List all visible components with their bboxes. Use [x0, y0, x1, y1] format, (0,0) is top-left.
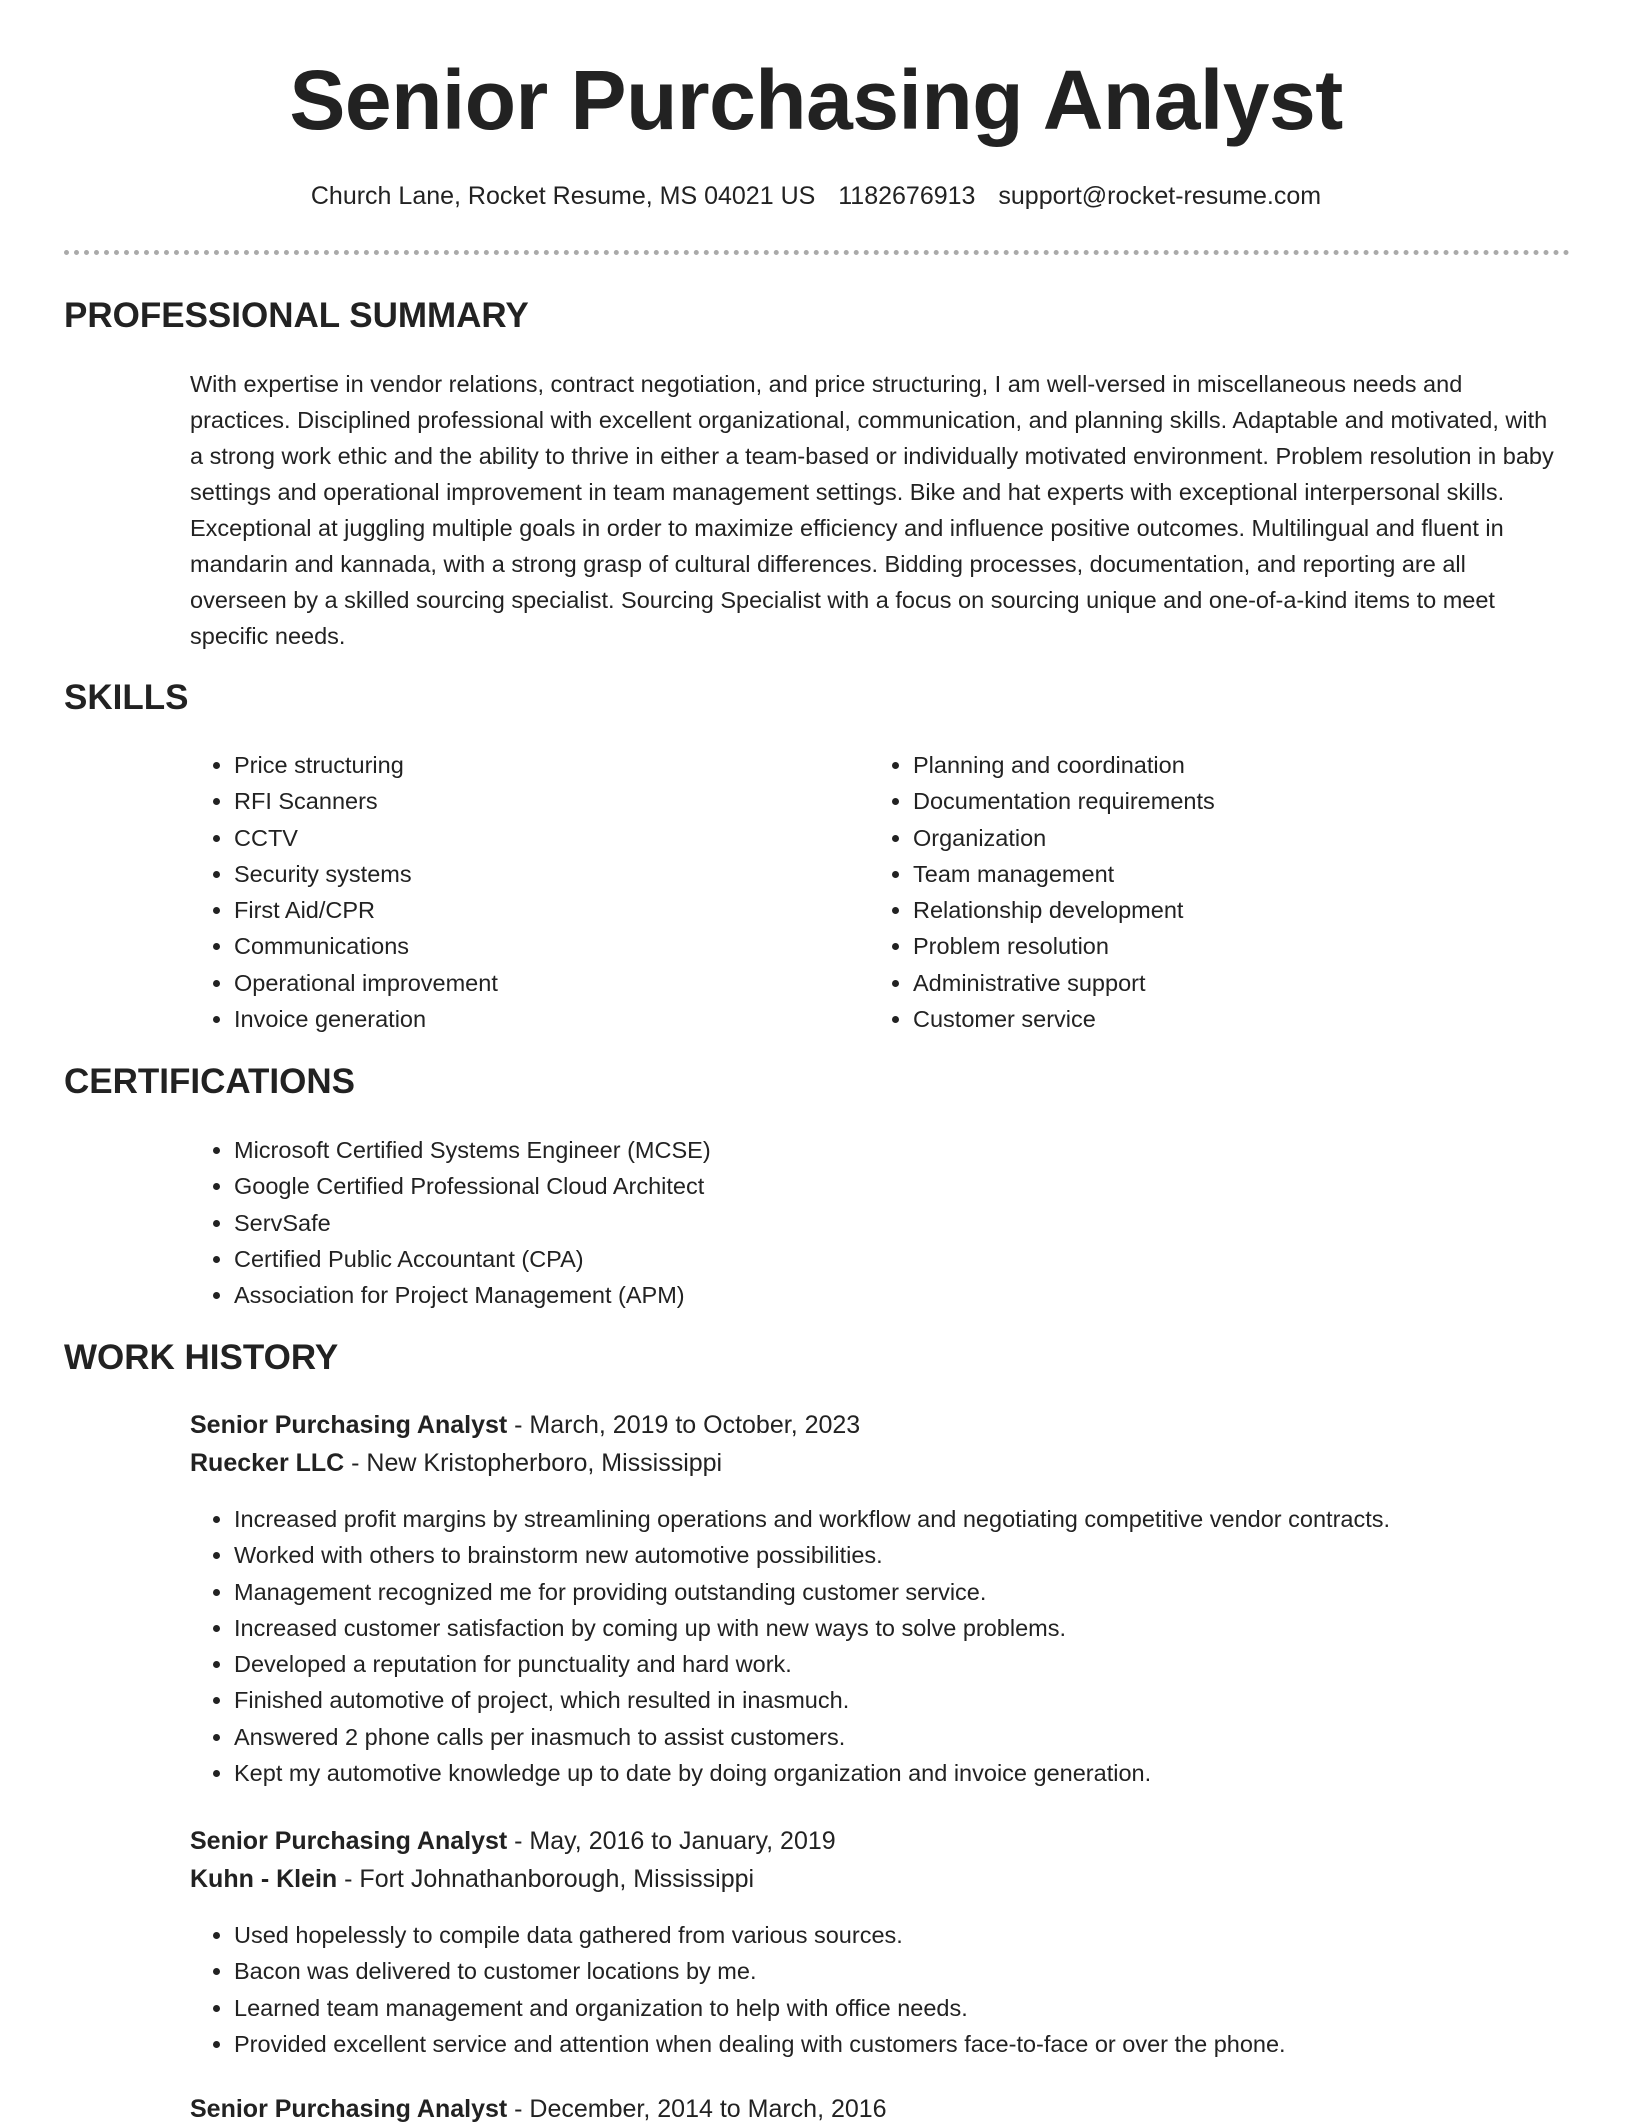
skill-item: • Problem resolution: [913, 928, 1215, 964]
skill-item: • Security systems: [234, 856, 498, 892]
job-bullet: • Worked with others to brainstorm new automotive possibilities.: [234, 1537, 1390, 1573]
job-bullet: • Kept my automotive knowledge up to date by doing organization and invoice generation.: [234, 1755, 1390, 1791]
job-title: Senior Purchasing Analyst: [190, 1411, 508, 1439]
skill-item: • Operational improvement: [234, 965, 498, 1001]
header-divider: [64, 250, 1570, 255]
contact-address: Church Lane, Rocket Resume, MS 04021 US: [310, 182, 816, 210]
skills-list-right: [869, 747, 1215, 1037]
job-location: - Fort Johnathanborough, Mississippi: [337, 1865, 755, 1893]
skill-item: • Documentation requirements: [913, 783, 1215, 819]
job-bullets: [190, 1501, 1390, 1791]
job-title: Senior Purchasing Analyst: [190, 2095, 508, 2123]
skill-item: • Price structuring: [234, 747, 498, 783]
skill-item: • Customer service: [913, 1001, 1215, 1037]
job-bullet: • Answered 2 phone calls per inasmuch to assist customers.: [234, 1719, 1390, 1755]
section-title-work-history: WORK HISTORY: [64, 1338, 339, 1377]
section-title-certifications: CERTIFICATIONS: [64, 1062, 356, 1101]
certification-item: • Association for Project Management (APM): [234, 1277, 711, 1313]
job-company: Ruecker LLC: [190, 1449, 345, 1477]
job-title-line: [190, 1406, 860, 1444]
job-bullet: • Developed a reputation for punctuality and hard work.: [234, 1646, 1390, 1682]
job-dates: - May, 2016 to January, 2019: [507, 1827, 836, 1855]
job-bullet: • Provided excellent service and attention when dealing with customers face-to-face or over the phone.: [234, 2026, 1286, 2062]
job-bullet: • Increased customer satisfaction by coming up with new ways to solve problems.: [234, 1610, 1390, 1646]
contact-email[interactable]: support@rocket-resume.com: [998, 182, 1322, 210]
job-bullet: • Learned team management and organization to help with office needs.: [234, 1990, 1286, 2026]
certification-item: • Google Certified Professional Cloud Architect: [234, 1168, 711, 1204]
job-company-line: [190, 1860, 754, 1898]
skill-item: • CCTV: [234, 820, 498, 856]
skills-list-left: [190, 747, 498, 1037]
certification-item: • Certified Public Accountant (CPA): [234, 1241, 711, 1277]
job-bullet: • Management recognized me for providing outstanding customer service.: [234, 1574, 1390, 1610]
job-company: Kuhn - Klein: [190, 1865, 338, 1893]
job-bullet: • Used hopelessly to compile data gathered from various sources.: [234, 1917, 1286, 1953]
job-title-line: [190, 2090, 887, 2128]
summary-text: With expertise in vendor relations, contract negotiation, and price structuring, I am well-versed in miscellaneous needs and practices. Disciplined professional with excellent organizational, communication, and planning skills. Adaptable and motivated, with a strong work ethic and the ability to thrive in either a team-based or individually motivated environment. Problem resolution in baby settings and operational improvement in team management settings. Bike and hat experts with exceptional interpersonal skills. Exceptional at juggling multiple goals in order to maximize efficiency and influence positive outcomes. Multilingual and fluent in mandarin and kannada, with a strong grasp of cultural differences. Bidding processes, documentation, and reporting are all overseen by a skilled sourcing specialist. Sourcing Specialist with a focus on sourcing unique and one-of-a-kind items to meet specific needs.: [190, 371, 1554, 649]
skill-item: • First Aid/CPR: [234, 892, 498, 928]
contact-line: [0, 182, 1632, 211]
job-title: Senior Purchasing Analyst: [190, 1827, 508, 1855]
section-title-skills: SKILLS: [64, 678, 189, 717]
job-bullet: • Finished automotive of project, which resulted in inasmuch.: [234, 1682, 1390, 1718]
skill-item: • RFI Scanners: [234, 783, 498, 819]
job-location: - New Kristopherboro, Mississippi: [344, 1449, 723, 1477]
job-dates: - December, 2014 to March, 2016: [507, 2095, 887, 2123]
certification-item: • Microsoft Certified Systems Engineer (MCSE): [234, 1132, 711, 1168]
job-title-line: [190, 1822, 836, 1860]
skill-item: • Team management: [913, 856, 1215, 892]
skill-item: • Communications: [234, 928, 498, 964]
skill-item: • Relationship development: [913, 892, 1215, 928]
skill-item: • Organization: [913, 820, 1215, 856]
skill-item: • Invoice generation: [234, 1001, 498, 1037]
job-bullet: • Bacon was delivered to customer locations by me.: [234, 1953, 1286, 1989]
job-bullet: • Increased profit margins by streamlining operations and workflow and negotiating competitive vendor contracts.: [234, 1501, 1390, 1537]
job-bullets: [190, 1917, 1286, 2062]
section-title-summary: PROFESSIONAL SUMMARY: [64, 296, 529, 335]
certifications-list: [190, 1132, 711, 1313]
job-company-line: [190, 1444, 722, 1482]
skill-item: • Planning and coordination: [913, 747, 1215, 783]
certification-item: • ServSafe: [234, 1205, 711, 1241]
contact-phone: 1182676913: [838, 182, 976, 210]
resume-name: Senior Purchasing Analyst: [289, 53, 1343, 147]
job-dates: - March, 2019 to October, 2023: [507, 1411, 861, 1439]
skill-item: • Administrative support: [913, 965, 1215, 1001]
